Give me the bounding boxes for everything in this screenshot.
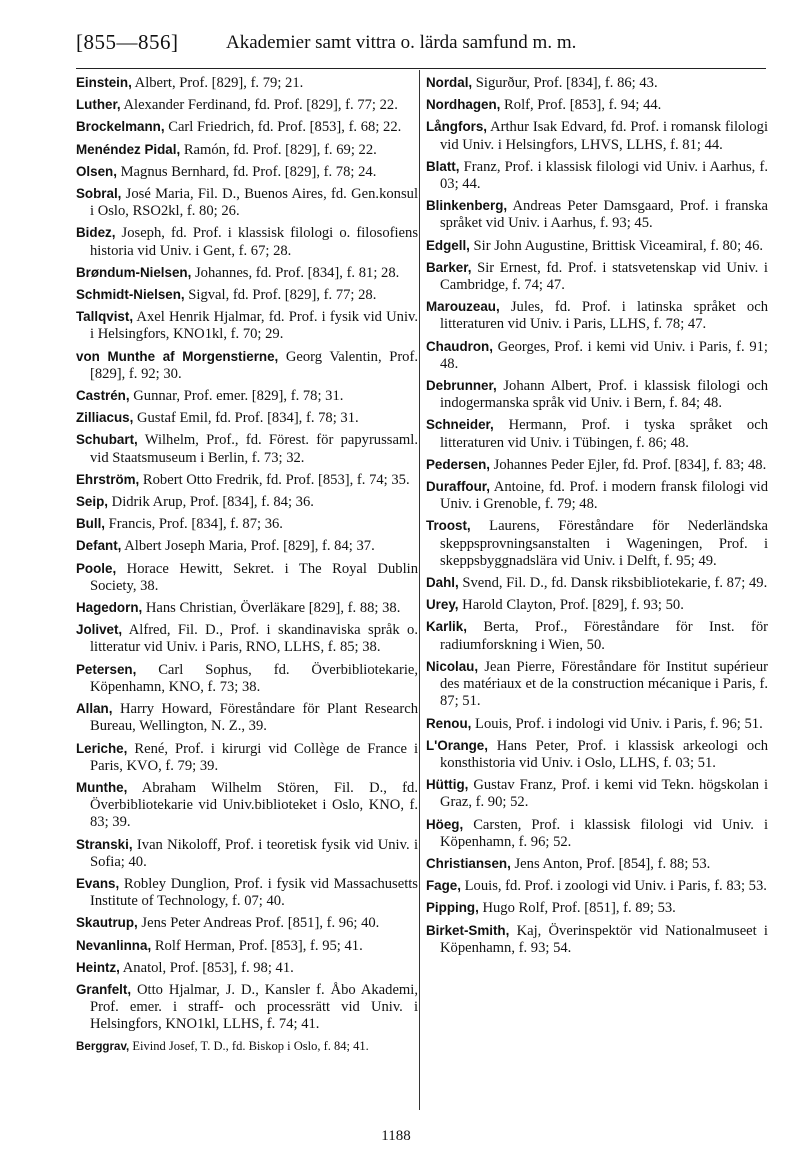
directory-entry <box>76 118 418 136</box>
directory-entry <box>76 224 418 259</box>
entry-details: Gunnar, Prof. emer. [829], f. 78; 31. <box>129 388 344 405</box>
entry-details: Albert Joseph Maria, Prof. [829], f. 84; 37. <box>121 538 375 555</box>
running-header <box>76 28 766 64</box>
entry-details: Jens Peter Andreas Prof. [851], f. 96; 40. <box>137 915 380 932</box>
entry-surname: Edgell, <box>426 237 470 253</box>
entry-surname: Nordal, <box>426 75 473 90</box>
entry-surname: Nordhagen, <box>426 97 501 113</box>
entry-details: Hans Peter, Prof. i klassisk arkeologi och konsthistoria vid Univ. i Oslo, LLHS, f. 03; 51. <box>440 737 768 771</box>
entry-surname: Barker, <box>426 259 472 275</box>
entry-surname: Tallqvist, <box>76 309 134 325</box>
directory-entry <box>76 937 418 955</box>
entry-surname: Evans, <box>76 875 120 891</box>
entry-details: Robert Otto Fredrik, fd. Prof. [853], f. 74; 35. <box>139 471 410 488</box>
directory-entry <box>426 737 768 772</box>
entry-details: Wilhelm, Prof., fd. Förest. för papyrussaml. vid Staatsmuseum i Berlin, f. 73; 32. <box>90 432 418 466</box>
entry-details: Sir John Augustine, Brittisk Viceamiral, f. 80; 46. <box>469 237 764 254</box>
entry-surname: Leriche, <box>76 740 128 756</box>
entry-details: Rolf Herman, Prof. [853], f. 95; 41. <box>151 937 363 954</box>
directory-entry <box>76 836 418 871</box>
entry-details: Anatol, Prof. [853], f. 98; 41. <box>119 959 294 976</box>
entry-details: Horace Hewitt, Sekret. i The Royal Dublin Society, 38. <box>90 560 418 594</box>
directory-entry <box>426 259 768 294</box>
directory-entry <box>426 456 768 474</box>
entry-details: Otto Hjalmar, J. D., Kansler f. Åbo Akademi, Prof. emer. i straff- och processrätt vid Univ. i Helsingfors, KNO1kl, LLHS, f. 74; 41. <box>90 981 418 1033</box>
entry-surname: Nevanlinna, <box>76 937 152 953</box>
entry-surname: Blinkenberg, <box>426 198 508 214</box>
entry-surname: Skautrup, <box>76 915 138 931</box>
entry-details: Francis, Prof. [834], f. 87; 36. <box>105 516 283 533</box>
directory-entry <box>76 981 418 1034</box>
entry-details: Svend, Fil. D., fd. Dansk riksbibliotekarie, f. 87; 49. <box>458 575 768 592</box>
entry-surname: Defant, <box>76 538 122 554</box>
directory-entry <box>426 377 768 412</box>
directory-entry <box>426 618 768 653</box>
directory-entry <box>76 141 418 159</box>
directory-entry <box>426 74 768 92</box>
directory-entry <box>76 409 418 427</box>
directory-entry <box>76 779 418 832</box>
directory-entry <box>426 596 768 614</box>
entry-surname: Petersen, <box>76 661 137 677</box>
entry-surname: Einstein, <box>76 75 132 90</box>
directory-entry <box>76 264 418 282</box>
directory-entry <box>76 599 418 617</box>
entry-details: Ramón, fd. Prof. [829], f. 69; 22. <box>180 141 377 158</box>
directory-entry <box>426 899 768 917</box>
entry-surname: Allan, <box>76 701 113 717</box>
directory-entry <box>426 416 768 451</box>
entry-surname: Långfors, <box>426 119 488 135</box>
right-column <box>426 74 768 961</box>
entry-surname: L'Orange, <box>426 737 488 753</box>
directory-entry <box>76 740 418 775</box>
directory-entry <box>76 74 418 92</box>
page-number: 1188 <box>381 1128 411 1144</box>
entry-details: Andreas Peter Damsgaard, Prof. i franska språket vid Univ. i Aarhus, f. 93; 45. <box>440 198 768 232</box>
entry-details: Ivan Nikoloff, Prof. i teoretisk fysik vid Univ. i Sofia; 40. <box>90 836 418 870</box>
entry-surname: Ehrström, <box>76 471 140 487</box>
directory-entry <box>76 185 418 220</box>
entry-details: Magnus Bernhard, fd. Prof. [829], f. 78; 24. <box>116 163 377 180</box>
entry-surname: Marouzeau, <box>426 299 500 315</box>
directory-entry <box>76 308 418 343</box>
entry-details: Arthur Isak Edvard, fd. Prof. i romansk filologi vid Univ. i Helsingfors, LHVS, LLHS, f. 81; 44. <box>440 119 768 153</box>
entry-surname: Chaudron, <box>426 338 493 354</box>
entry-surname: Seip, <box>76 494 108 510</box>
entry-surname: Berggrav, <box>76 1039 130 1053</box>
directory-entry <box>426 158 768 193</box>
directory-entry <box>76 163 418 181</box>
entry-details: Rolf, Prof. [853], f. 94; 44. <box>500 97 662 114</box>
directory-entry <box>426 922 768 957</box>
entry-details: Jens Anton, Prof. [854], f. 88; 53. <box>510 855 711 872</box>
directory-entry <box>76 1038 418 1055</box>
entry-details: Abraham Wilhelm Stören, Fil. D., fd. Överbibliotekarie vid Univ.biblioteket i Oslo, KNO, f. 83; 39. <box>90 779 418 831</box>
entry-details: Albert, Prof. [829], f. 79; 21. <box>131 75 304 91</box>
directory-entry <box>76 286 418 304</box>
entry-details: Kaj, Överinspektör vid Nationalmuseet i Köpenhamn, f. 93; 54. <box>440 922 768 956</box>
entry-details: Johann Albert, Prof. i klassisk filologi och indogermanska språk vid Univ. i Bern, f. 84; 48. <box>440 378 768 412</box>
entry-surname: Castrén, <box>76 388 130 404</box>
directory-entry <box>426 776 768 811</box>
entry-details: Johannes, fd. Prof. [834], f. 81; 28. <box>191 264 400 281</box>
entry-details: Berta, Prof., Föreståndare för Inst. för radiumforskning i Wien, 50. <box>440 619 768 653</box>
entry-details: Harry Howard, Föreståndare för Plant Research Bureau, Wellington, N. Z., 39. <box>90 701 418 735</box>
directory-entry <box>76 515 418 533</box>
entry-surname: Duraffour, <box>426 479 490 495</box>
entry-details: Harold Clayton, Prof. [829], f. 93; 50. <box>458 597 684 614</box>
entry-surname: Dahl, <box>426 575 459 591</box>
directory-entry <box>426 237 768 255</box>
directory-entry <box>76 621 418 656</box>
entry-details: José Maria, Fil. D., Buenos Aires, fd. Gen.konsul i Oslo, RSO2kl, f. 80; 26. <box>90 186 418 220</box>
entry-surname: Hüttig, <box>426 777 469 793</box>
entry-details: René, Prof. i kirurgi vid Collège de France i Paris, KVO, f. 79; 39. <box>90 740 418 774</box>
directory-entry <box>76 700 418 735</box>
directory-entry <box>76 96 418 114</box>
entry-surname: Karlik, <box>426 619 467 635</box>
entry-details: Gustaf Emil, fd. Prof. [834], f. 78; 31. <box>133 410 359 427</box>
header-title: Akademier samt vittra o. lärda samfund m. m. <box>226 32 577 53</box>
directory-entry <box>76 914 418 932</box>
directory-entry <box>76 387 418 405</box>
directory-entry <box>76 493 418 511</box>
entry-details: Jean Pierre, Föreståndare för Institut supérieur des matériaux et de la construction mécanique i Paris, f. 87; 51. <box>440 658 768 710</box>
entry-details: Carl Sophus, fd. Överbibliotekarie, Köpenhamn, KNO, f. 73; 38. <box>90 661 418 695</box>
directory-entry <box>426 855 768 873</box>
directory-entry <box>76 431 418 466</box>
entry-details: Hugo Rolf, Prof. [851], f. 89; 53. <box>478 900 676 917</box>
entry-surname: Birket-Smith, <box>426 922 510 938</box>
entry-surname: Zilliacus, <box>76 410 134 426</box>
directory-entry <box>426 96 768 114</box>
directory-entry <box>426 816 768 851</box>
directory-entry <box>76 471 418 489</box>
entry-details: Louis, fd. Prof. i zoologi vid Univ. i Paris, f. 83; 53. <box>460 878 767 895</box>
entry-surname: Nicolau, <box>426 658 479 674</box>
entry-details: Alexander Ferdinand, fd. Prof. [829], f. 77; 22. <box>120 97 398 114</box>
entry-details: Louis, Prof. i indologi vid Univ. i Paris, f. 96; 51. <box>471 715 763 732</box>
page-range: [855—856] <box>76 30 179 54</box>
entry-details: Sir Ernest, fd. Prof. i statsvetenskap vid Univ. i Cambridge, f. 74; 47. <box>440 259 768 294</box>
entry-surname: Fage, <box>426 878 461 894</box>
entry-details: Hans Christian, Överläkare [829], f. 88; 38. <box>142 600 401 617</box>
directory-entry <box>76 959 418 977</box>
entry-details: Georges, Prof. i kemi vid Univ. i Paris, f. 91; 48. <box>440 338 768 372</box>
entry-surname: Schubart, <box>76 432 138 448</box>
entry-details: Antoine, fd. Prof. i modern fransk filologi vid Univ. i Grenoble, f. 79; 48. <box>440 479 768 513</box>
entry-surname: Christiansen, <box>426 855 511 871</box>
entry-surname: Brøndum-Nielsen, <box>76 264 192 280</box>
directory-entry <box>426 298 768 333</box>
directory-entry <box>426 338 768 373</box>
entry-surname: Menéndez Pidal, <box>76 141 181 157</box>
entry-details: Gustav Franz, Prof. i kemi vid Tekn. högskolan i Graz, f. 90; 52. <box>440 777 768 811</box>
entry-surname: Blatt, <box>426 158 460 174</box>
entry-surname: Bidez, <box>76 225 116 241</box>
directory-entry <box>76 560 418 595</box>
directory-entry <box>426 877 768 895</box>
entry-details: Sigurður, Prof. [834], f. 86; 43. <box>472 75 658 91</box>
header-rule <box>76 68 766 69</box>
directory-entry <box>76 348 418 383</box>
entry-surname: Luther, <box>76 97 121 113</box>
entry-surname: Stranski, <box>76 836 133 852</box>
column-divider <box>419 70 420 1110</box>
entry-details: Hermann, Prof. i tyska språket och litteraturen vid Univ. i Tübingen, f. 86; 48. <box>440 417 768 451</box>
entry-surname: Pipping, <box>426 900 479 916</box>
directory-entry <box>426 118 768 153</box>
left-column <box>76 74 418 1059</box>
entry-details: Georg Valentin, Prof. [829], f. 92; 30. <box>90 348 418 382</box>
entry-surname: Pedersen, <box>426 456 491 472</box>
entry-surname: Granfelt, <box>76 981 132 997</box>
entry-surname: Schmidt-Nielsen, <box>76 287 185 303</box>
entry-details: Franz, Prof. i klassisk filologi vid Univ. i Aarhus, f. 03; 44. <box>440 158 768 193</box>
entry-details: Alfred, Fil. D., Prof. i skandinaviska språk o. litteratur vid Univ. i Paris, RNO, LLHS, f. 85; 38. <box>90 622 418 656</box>
entry-surname: Bull, <box>76 516 106 532</box>
directory-entry <box>426 517 768 570</box>
entry-surname: Debrunner, <box>426 378 497 394</box>
entry-details: Johannes Peder Ejler, fd. Prof. [834], f. 83; 48. <box>490 456 767 473</box>
entry-surname: Renou, <box>426 715 472 731</box>
entry-surname: Brockelmann, <box>76 119 165 135</box>
directory-entry <box>76 661 418 696</box>
entry-details: Robley Dunglion, Prof. i fysik vid Massachusetts Institute of Technology, f. 07; 40. <box>90 875 418 910</box>
entry-details: Laurens, Föreståndare för Nederländska skeppsprovningsanstalten i Wageningen, Prof. i skeppsbyggnadslära vid Univ. i Delft, f. 95; 49. <box>440 518 768 569</box>
entry-details: Carsten, Prof. i klassisk filologi vid Univ. i Köpenhamn, f. 96; 52. <box>440 816 768 850</box>
directory-entry <box>76 537 418 555</box>
directory-entry <box>426 658 768 711</box>
entry-surname: Hagedorn, <box>76 600 143 616</box>
directory-entry <box>426 197 768 232</box>
entry-details: Axel Henrik Hjalmar, fd. Prof. i fysik vid Univ. i Helsingfors, KNO1kl, f. 70; 29. <box>90 309 418 343</box>
entry-surname: Sobral, <box>76 186 122 202</box>
entry-details: Didrik Arup, Prof. [834], f. 84; 36. <box>108 494 314 511</box>
directory-entry <box>76 875 418 910</box>
entry-surname: Höeg, <box>426 816 464 832</box>
entry-surname: Olsen, <box>76 163 117 179</box>
entry-details: Joseph, fd. Prof. i klassisk filologi o. filosofiens historia vid Univ. i Gent, f. 67; 28. <box>90 225 418 259</box>
entry-surname: Munthe, <box>76 779 128 795</box>
entry-surname: von Munthe af Morgenstierne, <box>76 348 279 364</box>
directory-entry <box>426 574 768 592</box>
entry-surname: Urey, <box>426 597 459 613</box>
directory-entry <box>426 478 768 513</box>
entry-details: Jules, fd. Prof. i latinska språket och litteraturen vid Univ. i Paris, LLHS, f. 78; 47. <box>440 299 768 333</box>
entry-details: Carl Friedrich, fd. Prof. [853], f. 68; 22. <box>164 119 402 136</box>
directory-entry <box>426 715 768 733</box>
entry-details: Eivind Josef, T. D., fd. Biskop i Oslo, f. 84; 41. <box>129 1038 369 1053</box>
entry-surname: Poole, <box>76 560 117 576</box>
entry-surname: Troost, <box>426 518 471 534</box>
entry-surname: Jolivet, <box>76 622 123 638</box>
entry-surname: Schneider, <box>426 417 494 433</box>
entry-details: Sigval, fd. Prof. [829], f. 77; 28. <box>184 287 377 304</box>
entry-surname: Heintz, <box>76 959 120 975</box>
